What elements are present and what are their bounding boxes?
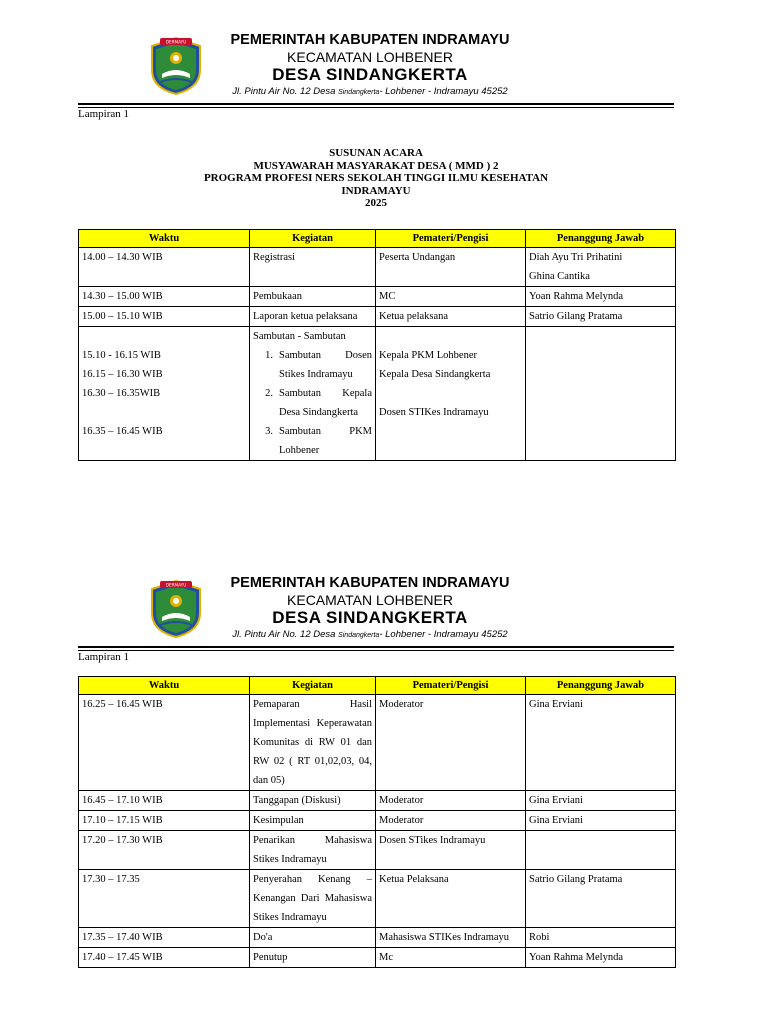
cell-waktu: 14.00 – 14.30 WIB <box>79 248 250 287</box>
lampiran-label: Lampiran 1 <box>78 108 130 120</box>
cell-pj-sambutan <box>526 327 676 461</box>
header-kegiatan: Kegiatan <box>250 230 376 248</box>
cell-kegiatan: Laporan ketua pelaksana <box>250 307 376 327</box>
cell-pemateri: Moderator <box>376 791 526 811</box>
table-header-row <box>79 677 676 695</box>
cell-pj: Diah Ayu Tri Prihatini Ghina Cantika <box>526 248 676 287</box>
indramayu-emblem-icon <box>148 579 204 639</box>
letterhead-line3: DESA SINDANGKERTA <box>272 608 468 627</box>
header-waktu: Waktu <box>79 230 250 248</box>
cell-waktu-sambutan: 15.10 - 16.15 WIB 16.15 – 16.30 WIB 16.30 – 16.35WIB 16.35 – 16.45 WIB <box>79 327 250 461</box>
logo-text: DERMAYU <box>165 582 187 588</box>
table-row <box>79 948 676 968</box>
lampiran-label: Lampiran 1 <box>78 651 130 663</box>
cell-kegiatan: Penyerahan Kenang – Kenangan Dari Mahasiswa Stikes Indramayu <box>250 870 376 928</box>
cell-waktu: 17.20 – 17.30 WIB <box>79 831 250 870</box>
header-pemateri: Pemateri/Pengisi <box>376 230 526 248</box>
cell-pemateri: Ketua pelaksana <box>376 307 526 327</box>
cell-waktu: 15.00 – 15.10 WIB <box>79 307 250 327</box>
cell-pemateri: Moderator <box>376 811 526 831</box>
table-row-sambutan <box>79 327 676 461</box>
table-row <box>79 695 676 791</box>
header-waktu: Waktu <box>79 677 250 695</box>
title-line: INDRAMAYU <box>341 184 411 197</box>
title-line: SUSUNAN ACARA <box>329 147 423 159</box>
cell-kegiatan: Do'a <box>250 928 376 948</box>
letterhead-line3: DESA SINDANGKERTA <box>272 65 468 84</box>
table-row <box>79 248 676 287</box>
table-row <box>79 791 676 811</box>
cell-kegiatan: Tanggapan (Diskusi) <box>250 791 376 811</box>
cell-kegiatan: Pembukaan <box>250 287 376 307</box>
cell-pemateri: MC <box>376 287 526 307</box>
cell-kegiatan: Registrasi <box>250 248 376 287</box>
cell-pemateri: Mc <box>376 948 526 968</box>
cell-pj: Gina Erviani <box>526 695 676 791</box>
cell-waktu: 16.45 – 17.10 WIB <box>79 791 250 811</box>
title-line: PROGRAM PROFESI NERS SEKOLAH TINGGI ILMU KESEHATAN <box>203 172 549 184</box>
letterhead-page2 <box>78 577 674 649</box>
cell-pj: Gina Erviani <box>526 811 676 831</box>
header-penanggung-jawab: Penanggung Jawab <box>526 677 676 695</box>
letterhead-rule-thin <box>78 107 674 108</box>
table-row <box>79 811 676 831</box>
cell-pj: Robi <box>526 928 676 948</box>
title-line: MUSYAWARAH MASYARAKAT DESA ( MMD ) 2 <box>253 159 499 172</box>
letterhead-rule-thin <box>78 650 674 651</box>
table-header-row <box>79 230 676 248</box>
list-item: 2. Sambutan Kepala Desa Sindangkerta <box>265 388 372 418</box>
table-row <box>79 928 676 948</box>
letterhead-rule <box>78 103 674 105</box>
table-row <box>79 831 676 870</box>
cell-waktu: 16.25 – 16.45 WIB <box>79 695 250 791</box>
agenda-title <box>78 147 674 210</box>
cell-pj: Satrio Gilang Pratama <box>526 307 676 327</box>
list-item: 1. Sambutan Dosen Stikes Indramayu <box>265 350 372 380</box>
cell-pj: Yoan Rahma Melynda <box>526 948 676 968</box>
cell-waktu: 17.35 – 17.40 WIB <box>79 928 250 948</box>
letterhead-page1 <box>78 34 674 106</box>
cell-kegiatan: Pemaparan Hasil Implementasi Keperawatan Komunitas di RW 01 dan RW 02 ( RT 01,02,03, 04, dan 05) <box>250 695 376 791</box>
table-row <box>79 287 676 307</box>
cell-pemateri: Dosen STikes Indramayu <box>376 831 526 870</box>
agenda-table-1 <box>78 229 676 461</box>
sambutan-heading: Sambutan - Sambutan <box>253 331 346 342</box>
cell-pemateri: Ketua Pelaksana <box>376 870 526 928</box>
indramayu-emblem-icon <box>148 36 204 96</box>
letterhead-line1: PEMERINTAH KABUPATEN INDRAMAYU <box>230 575 510 591</box>
cell-pemateri-sambutan: Kepala PKM Lohbener Kepala Desa Sindangkerta Dosen STIKes Indramayu <box>376 327 526 461</box>
cell-kegiatan: Penarikan Mahasiswa Stikes Indramayu <box>250 831 376 870</box>
cell-pj <box>526 831 676 870</box>
cell-waktu: 17.30 – 17.35 <box>79 870 250 928</box>
letterhead-address: Jl. Pintu Air No. 12 Desa Sindangkerta- Lohbener - Indramayu 45252 <box>232 629 508 640</box>
table-row <box>79 870 676 928</box>
letterhead-rule <box>78 646 674 648</box>
letterhead-address: Jl. Pintu Air No. 12 Desa Sindangkerta- Lohbener - Indramayu 45252 <box>232 86 508 97</box>
cell-waktu: 17.40 – 17.45 WIB <box>79 948 250 968</box>
cell-kegiatan: Kesimpulan <box>250 811 376 831</box>
cell-pj: Gina Erviani <box>526 791 676 811</box>
agenda-table-2 <box>78 676 676 968</box>
cell-waktu: 17.10 – 17.15 WIB <box>79 811 250 831</box>
cell-pj: Yoan Rahma Melynda <box>526 287 676 307</box>
cell-pemateri: Moderator <box>376 695 526 791</box>
cell-pj: Satrio Gilang Pratama <box>526 870 676 928</box>
table-row <box>79 307 676 327</box>
title-line: 2025 <box>365 197 387 209</box>
cell-kegiatan-sambutan <box>250 327 376 461</box>
letterhead-line2: KECAMATAN LOHBENER <box>287 49 453 65</box>
logo-text: DERMAYU <box>165 39 187 45</box>
letterhead-line1: PEMERINTAH KABUPATEN INDRAMAYU <box>230 32 510 48</box>
cell-kegiatan: Penutup <box>250 948 376 968</box>
cell-waktu: 14.30 – 15.00 WIB <box>79 287 250 307</box>
header-kegiatan: Kegiatan <box>250 677 376 695</box>
header-pemateri: Pemateri/Pengisi <box>376 677 526 695</box>
cell-pemateri: Peserta Undangan <box>376 248 526 287</box>
header-penanggung-jawab: Penanggung Jawab <box>526 230 676 248</box>
list-item: 3. Sambutan PKM Lohbener <box>265 426 372 456</box>
letterhead-line2: KECAMATAN LOHBENER <box>287 592 453 608</box>
cell-pemateri: Mahasiswa STIKes Indramayu <box>376 928 526 948</box>
